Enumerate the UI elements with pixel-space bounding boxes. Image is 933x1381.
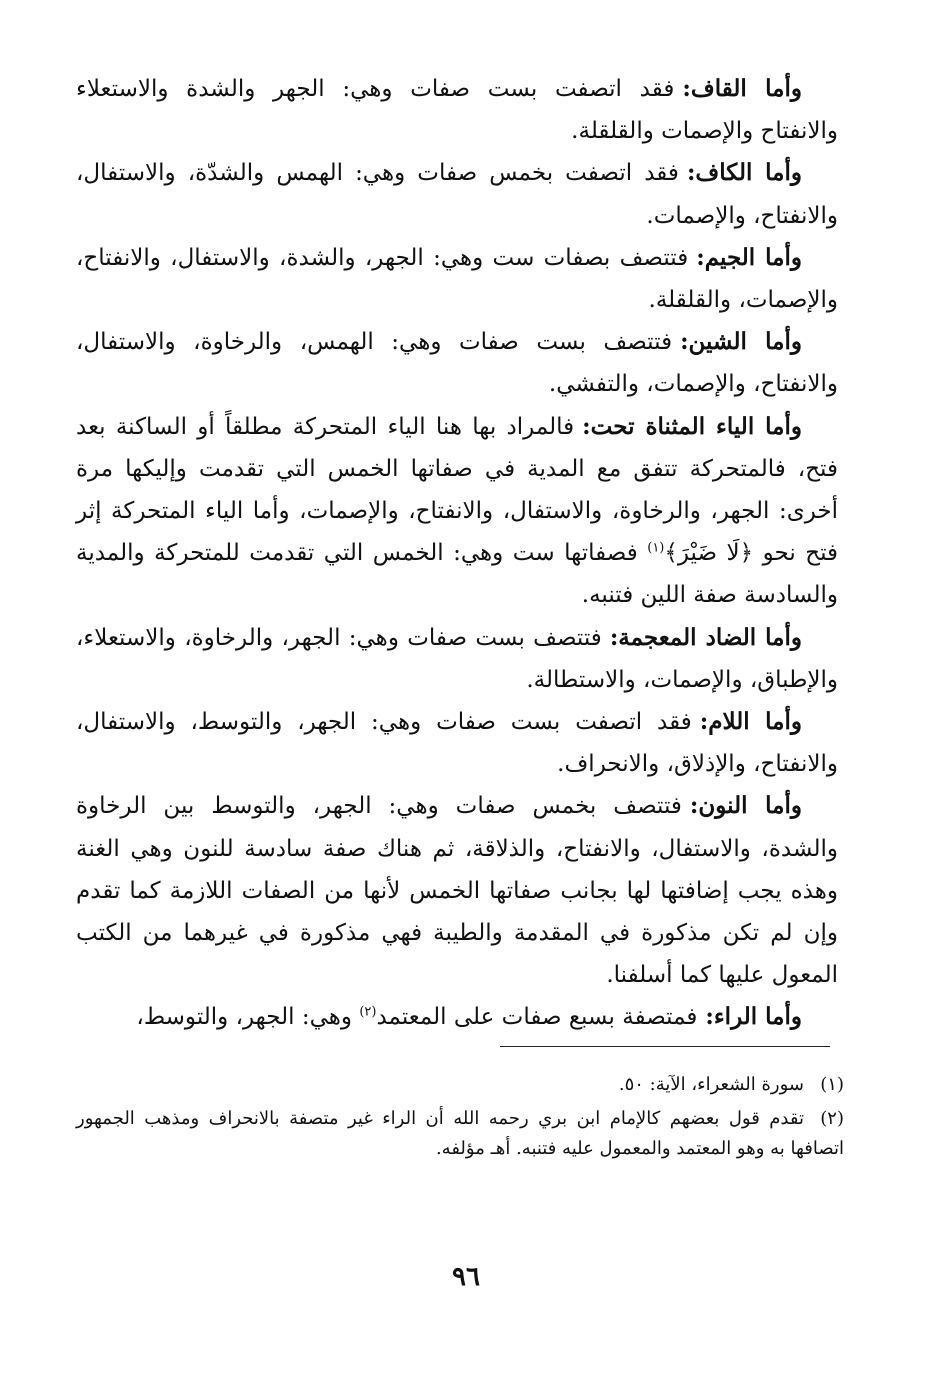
heading-nun: وأما النون:	[689, 792, 802, 820]
footnote-text: تقدم قول بعضهم كالإمام ابن بري رحمه الله أن الراء غير متصفة بالانحراف ومذهب الجمهور اتصافها به وهو المعتمد والمعمول عليه فتنبه. أهـ مؤلفه.	[76, 1108, 844, 1159]
paragraph-text-continued: فصفاتها ست وهي: الخمس التي تقدمت للمتحركة والمدية والسادسة صفة اللين فتنبه.	[76, 540, 838, 609]
paragraph-ra	[76, 996, 838, 1038]
paragraph-text: فقد اتصفت بست صفات وهي: الجهر، والتوسط، والاستفال، والانفتاح، والإذلاق، والانحراف.	[76, 709, 838, 778]
heading-dad: وأما الضاد المعجمة:	[609, 623, 802, 651]
footnote-2	[76, 1104, 844, 1164]
footnote-number: (١)	[820, 1074, 844, 1095]
paragraph-qaf	[76, 68, 838, 152]
paragraph-lam	[76, 701, 838, 785]
paragraph-text: فتتصف بصفات ست وهي: الجهر، والشدة، والاستفال، والانفتاح، والإصمات، والقلقلة.	[76, 244, 838, 314]
page-number: ٩٦	[452, 1262, 480, 1292]
footnote-ref[interactable]: (٢)	[359, 1004, 377, 1020]
footnote-divider	[500, 1046, 830, 1047]
footnote-ref[interactable]: (١)	[647, 540, 665, 556]
heading-qaf: وأما القاف:	[682, 75, 802, 102]
paragraph-text: فقد اتصفت بست صفات وهي: الجهر والشدة والاستعلاء والانفتاح والإصمات والقلقلة.	[76, 76, 838, 145]
footnotes-section	[76, 1070, 844, 1168]
paragraph-text: فتتصف بخمس صفات وهي: الجهر، والتوسط بين الرخاوة والشدة، والاستفال، والانفتاح، والذلاقة، ثم هناك صفة سادسة للنون وهي الغنة وهذه يجب إضافتها لها بجانب صفاتها الخمس لأنها من الصفات اللازمة كما تقدم وإن لم تكن مذكورة في المقدمة والطيبة فهي مذكورة في غيرهما من الكتب المعول عليها كما أسلفنا.	[76, 793, 838, 989]
paragraph-kaf	[76, 152, 838, 236]
paragraph-text: فتتصف بست صفات وهي: الجهر، والرخاوة، والاستعلاء، والإطباق، والإصمات، والاستطالة.	[76, 624, 838, 693]
paragraph-shin	[76, 321, 838, 405]
heading-jim: وأما الجيم:	[696, 243, 802, 271]
paragraph-jim	[76, 237, 838, 321]
quran-quote: ﴿لَا ضَيْرَ﴾	[664, 540, 754, 567]
heading-ra: وأما الراء:	[705, 1003, 802, 1031]
footnote-1	[76, 1070, 844, 1100]
heading-lam: وأما اللام:	[699, 708, 802, 736]
paragraph-ya	[76, 406, 838, 617]
footnote-number: (٢)	[820, 1108, 844, 1129]
heading-shin: وأما الشين:	[680, 328, 802, 356]
paragraph-nun	[76, 785, 838, 996]
paragraph-text: فقد اتصفت بخمس صفات وهي: الهمس والشدّة، والاستفال، والانفتاح، والإصمات.	[76, 160, 838, 229]
paragraph-text: فتتصف بست صفات وهي: الهمس، والرخاوة، والاستفال، والانفتاح، والإصمات، والتفشي.	[76, 329, 838, 398]
paragraph-text-continued: وهي: الجهر، والتوسط،	[136, 1004, 352, 1031]
paragraph-text: فمتصفة بسبع صفات على المعتمد	[376, 1004, 698, 1031]
footnote-text: سورة الشعراء، الآية: ٥٠.	[618, 1074, 804, 1095]
main-text-body	[76, 68, 838, 1039]
heading-ya: وأما الياء المثناة تحت:	[582, 412, 802, 440]
paragraph-text: فالمراد بها هنا الياء المتحركة مطلقاً أو الساكنة بعد فتح، فالمتحركة تتفق مع المدية في صفاتها الخمس التي تقدمت وإليكها مرة أخرى: الجهر، والرخاوة، والاستفال، والانفتاح، والإصمات، وأما الياء المتحركة إثر فتح نحو	[76, 413, 839, 567]
paragraph-dad	[76, 617, 838, 701]
heading-kaf: وأما الكاف:	[686, 159, 802, 187]
